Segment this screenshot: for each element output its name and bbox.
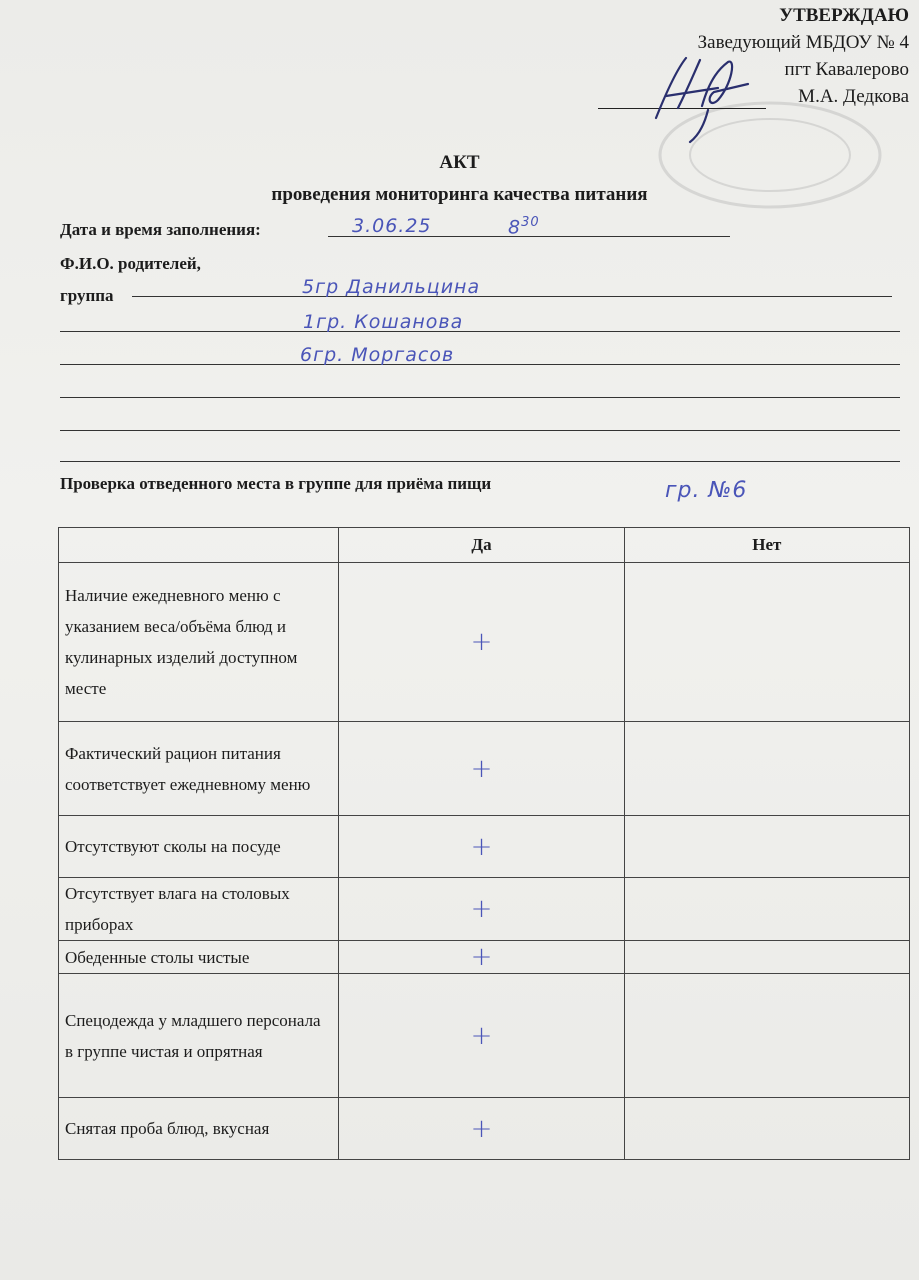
- table-row: [59, 722, 910, 816]
- row-no: [624, 722, 909, 816]
- row-no: [624, 974, 909, 1098]
- parent-entry-3: 6гр. Моргасов: [300, 344, 455, 366]
- row-no: [624, 816, 909, 878]
- row-item: Отсутствуют сколы на посуде: [59, 816, 339, 878]
- parents-label: Ф.И.О. родителей,: [60, 254, 201, 273]
- row-yes: +: [339, 816, 624, 878]
- table-row: [59, 563, 910, 722]
- time-value: $8^{30}$: [508, 215, 540, 239]
- table-header-row: [59, 528, 910, 563]
- row-item: Отсутствует влага на столовых приборах: [59, 878, 339, 941]
- table-row: [59, 941, 910, 974]
- table-row: [59, 1098, 910, 1160]
- parent-rule-3: [60, 364, 900, 365]
- table-row: [59, 974, 910, 1098]
- parent-rule-1: [132, 296, 892, 297]
- row-item: Спецодежда у младшего персонала в группе чистая и опрятная: [59, 974, 339, 1098]
- approval-position: Заведующий МБДОУ № 4: [697, 32, 909, 53]
- row-yes: +: [339, 878, 624, 941]
- row-item: Обеденные столы чистые: [59, 941, 339, 974]
- row-yes: +: [339, 1098, 624, 1160]
- row-item: Наличие ежедневного меню с указанием веса/объёма блюд и кулинарных изделий доступном месте: [59, 563, 339, 722]
- header-no: Нет: [624, 528, 909, 563]
- row-yes: +: [339, 722, 624, 816]
- header-yes: Да: [339, 528, 624, 563]
- row-yes: +: [339, 974, 624, 1098]
- date-value: 3.06.25: [352, 215, 432, 237]
- row-item: Снятая проба блюд, вкусная: [59, 1098, 339, 1160]
- parent-rule-5: [60, 430, 900, 431]
- check-heading: Проверка отведенного места в группе для приёма пищи: [60, 474, 492, 493]
- row-no: [624, 941, 909, 974]
- row-no: [624, 563, 909, 722]
- parent-rule-4: [60, 397, 900, 398]
- parent-rule-6: [60, 461, 900, 462]
- header-item: [59, 528, 339, 563]
- row-item: Фактический рацион питания соответствует ежедневному меню: [59, 722, 339, 816]
- approval-heading: УТВЕРЖДАЮ: [779, 5, 909, 26]
- document-title: АКТ: [439, 152, 480, 173]
- approval-location: пгт Кавалерово: [784, 59, 909, 80]
- approval-name: М.А. Дедкова: [798, 86, 909, 107]
- row-yes: +: [339, 941, 624, 974]
- row-no: [624, 1098, 909, 1160]
- date-label: Дата и время заполнения:: [60, 220, 261, 239]
- row-yes: +: [339, 563, 624, 722]
- document-subtitle: проведения мониторинга качества питания: [271, 184, 648, 205]
- row-no: [624, 878, 909, 941]
- group-number-note: гр. №6: [665, 478, 748, 503]
- signature-image: [648, 48, 758, 144]
- table-row: [59, 878, 910, 941]
- checklist-table: [58, 527, 910, 1160]
- parent-rule-2: [60, 331, 900, 332]
- parent-entry-1: 5гр Данильцина: [302, 276, 481, 298]
- table-row: [59, 816, 910, 878]
- parent-entry-2: 1гр. Кошанова: [303, 311, 464, 333]
- group-label: группа: [60, 286, 114, 305]
